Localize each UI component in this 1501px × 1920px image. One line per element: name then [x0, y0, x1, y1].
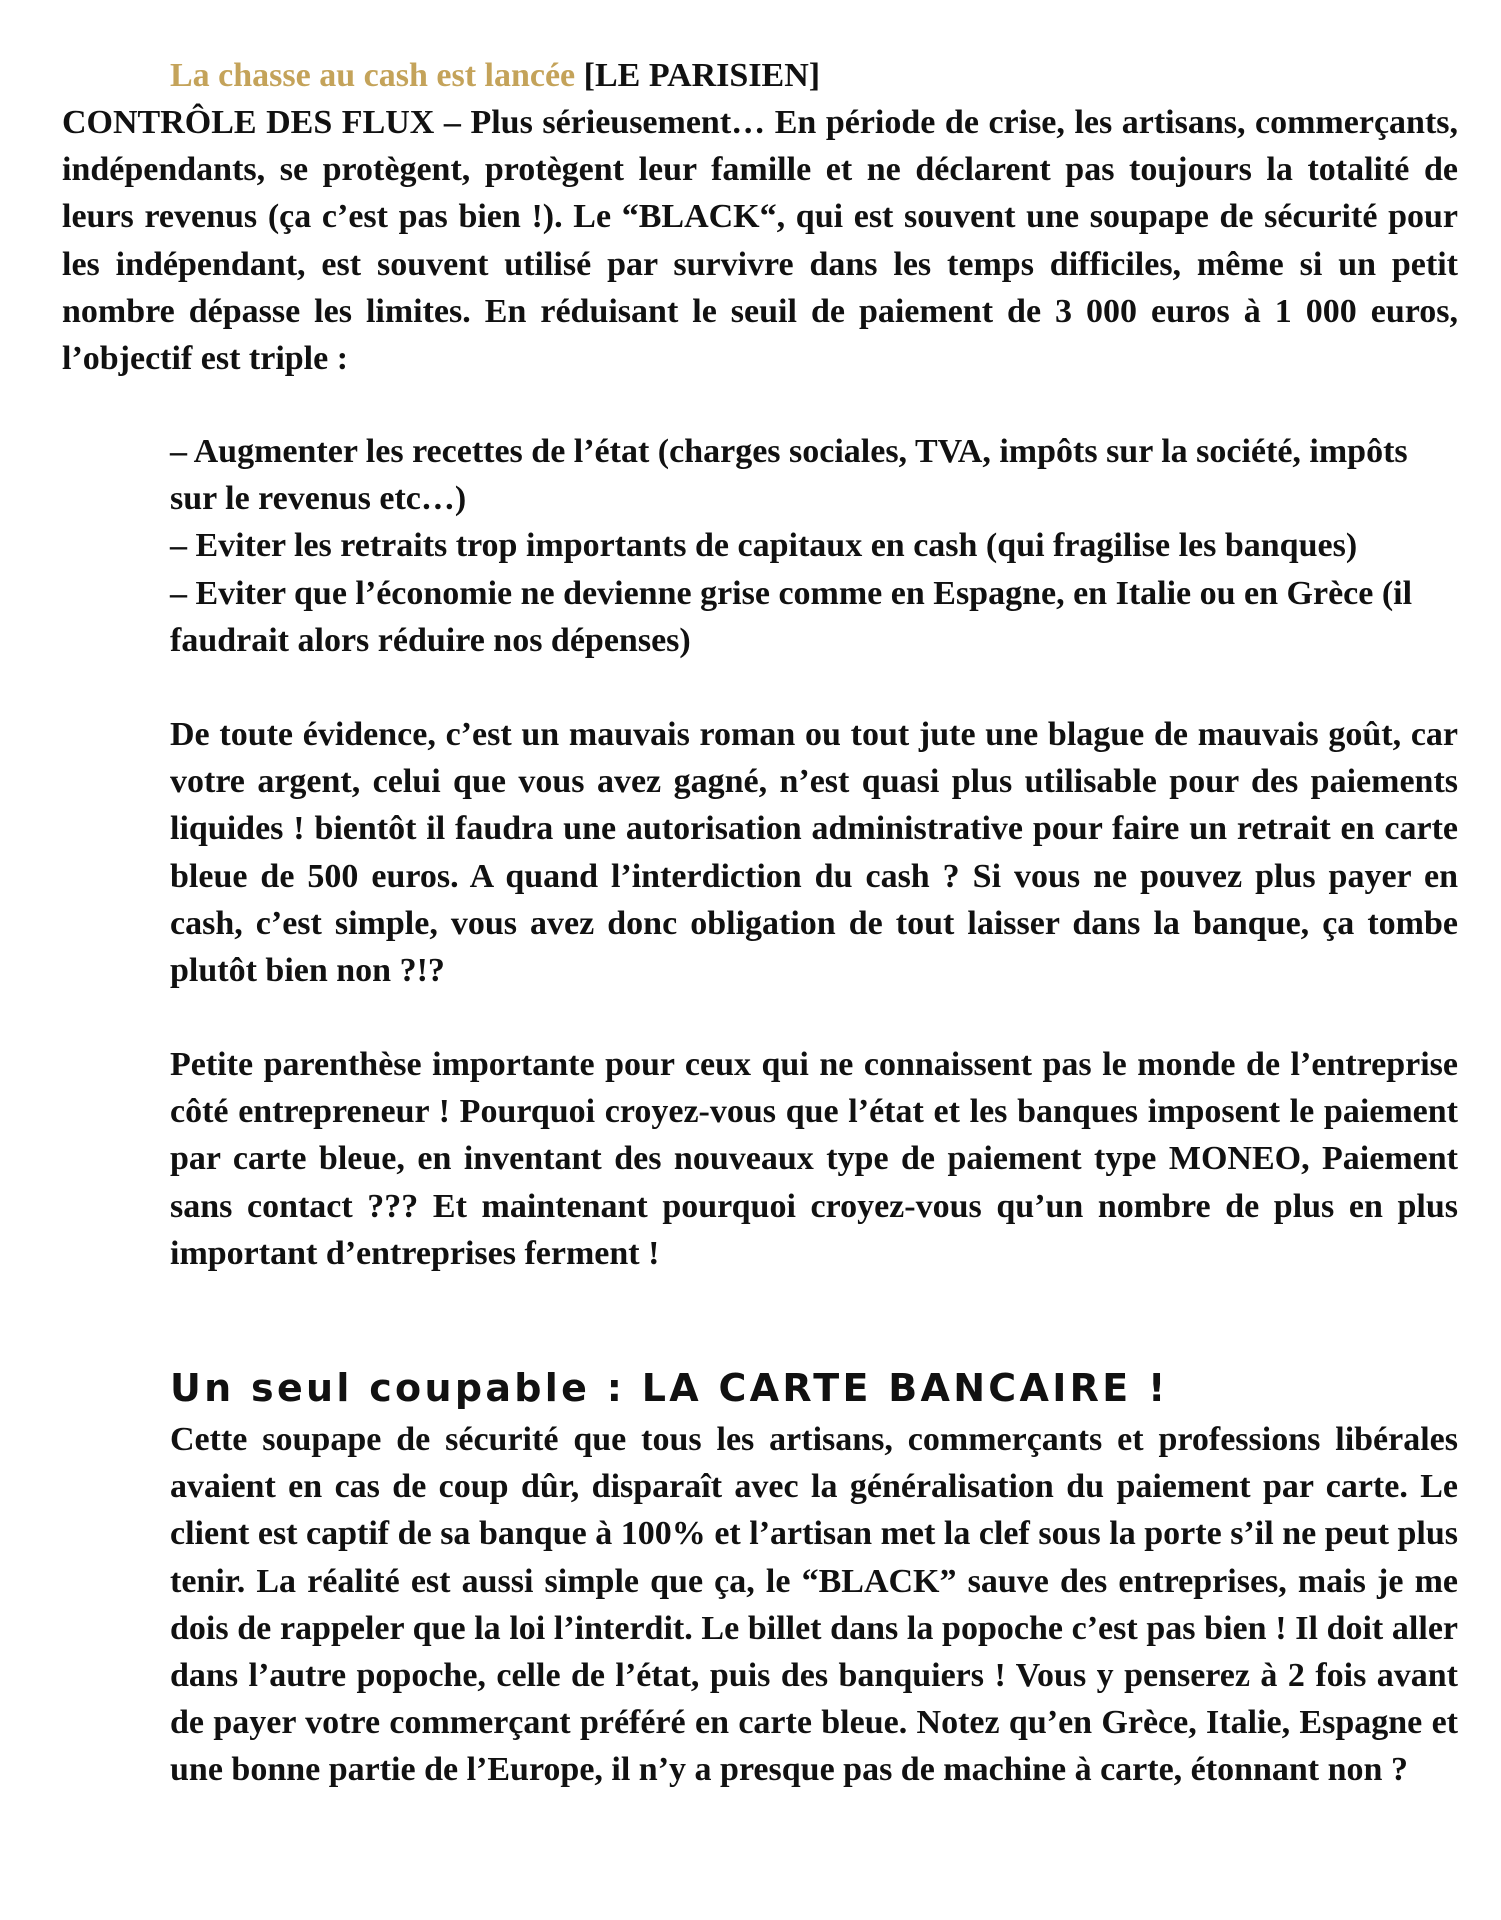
objectives-list	[170, 428, 1458, 664]
title-source: [LE PARISIEN]	[583, 57, 821, 94]
title-link[interactable]: La chasse au cash est lancée	[170, 57, 576, 94]
body-paragraph-2: Petite parenthèse importante pour ceux qui ne connaissent pas le monde de l’entreprise côté entrepreneur ! Pourquoi croyez-vous que l’état et les banques imposent le paiement par carte bleue, en inventant des nouveaux type de paiement type MONEO, Paiement sans contact ??? Et maintenant pourquoi croyez-vous qu’un nombre de plus en plus important d’entreprises ferment !	[170, 1046, 1458, 1272]
list-item: – Eviter les retraits trop importants de capitaux en cash (qui fragilise les banques)	[170, 527, 1358, 565]
list-item: – Augmenter les recettes de l’état (charges sociales, TVA, impôts sur la société, impôts sur le revenus etc…)	[170, 433, 1408, 518]
article-title	[170, 52, 1470, 99]
intro-paragraph: CONTRÔLE DES FLUX – Plus sérieusement… En période de crise, les artisans, commerçants, indépendants, se protègent, protègent leur famille et ne déclarent pas toujours la totalité de leurs revenus (ça c’est pas bien !). Le “BLACK“, qui est souvent une soupape de sécurité pour les indépendant, est souvent utilisé par survivre dans les temps difficiles, même si un petit nombre dépasse les limites. En réduisant le seuil de paiement de 3 000 euros à 1 000 euros, l’objectif est triple :	[62, 104, 1458, 378]
body-paragraph-1: De toute évidence, c’est un mauvais roman ou tout jute une blague de mauvais goût, car votre argent, celui que vous avez gagné, n’est quasi plus utilisable pour des paiements liquides ! bientôt il faudra une autorisation administrative pour faire un retrait en carte bleue de 500 euros. A quand l’interdiction du cash ? Si vous ne pouvez plus payer en cash, c’est simple, vous avez donc obligation de tout laisser dans la banque, ça tombe plutôt bien non ?!?	[170, 716, 1458, 990]
body-paragraph-3: Cette soupape de sécurité que tous les artisans, commerçants et professions libérales avaient en cas de coup dûr, disparaît avec la généralisation du paiement par carte. Le client est captif de sa banque à 100% et l’artisan met la clef sous la porte s’il ne peut plus tenir. La réalité est aussi simple que ça, le “BLACK” sauve des entreprises, mais je me dois de rappeler que la loi l’interdit. Le billet dans la popoche c’est pas bien ! Il doit aller dans l’autre popoche, celle de l’état, puis des banquiers ! Vous y penserez à 2 fois avant de payer votre commerçant préféré en carte bleue. Notez qu’en Grèce, Italie, Espagne et une bonne partie de l’Europe, il n’y a presque pas de machine à carte, étonnant non ?	[170, 1421, 1458, 1789]
section-heading: Un seul coupable : LA CARTE BANCAIRE !	[170, 1366, 1169, 1410]
list-item: – Eviter que l’économie ne devienne grise comme en Espagne, en Italie ou en Grèce (il faudrait alors réduire nos dépenses)	[170, 574, 1413, 659]
